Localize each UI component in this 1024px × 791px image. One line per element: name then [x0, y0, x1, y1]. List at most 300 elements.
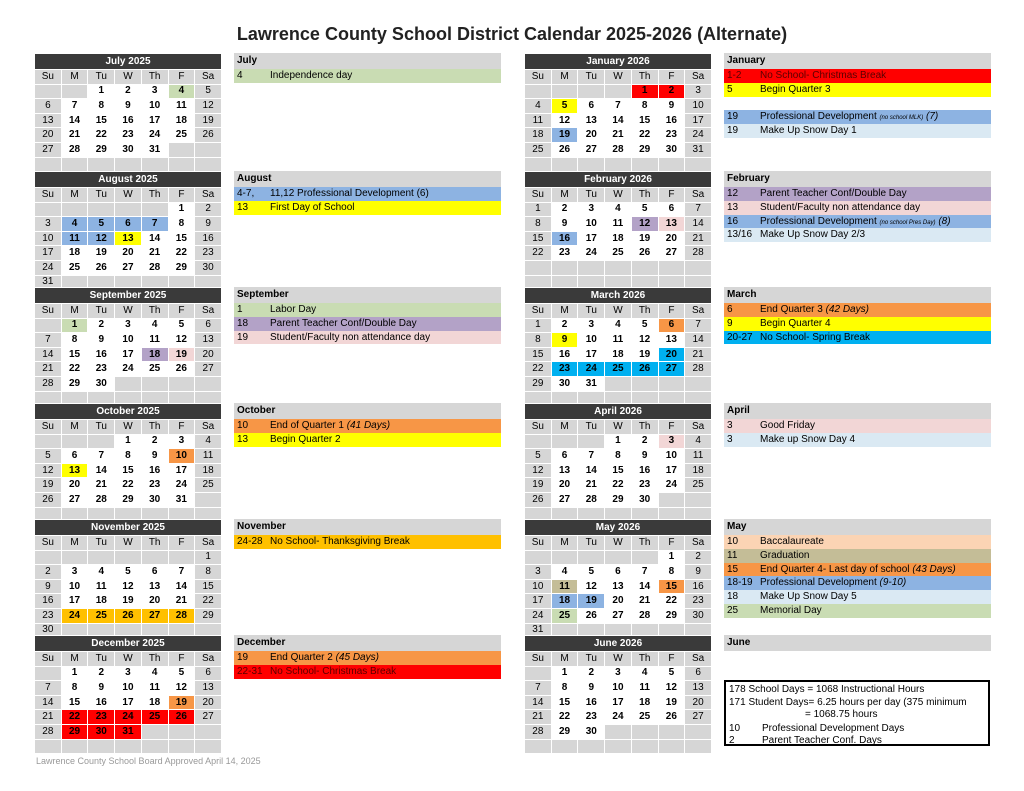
day-cell: 15	[551, 695, 578, 710]
event-days: (45 Days)	[335, 652, 379, 663]
event-note: (no school Pres Day)	[879, 219, 936, 226]
day-cell: 5	[88, 217, 115, 232]
month-title: February 2026	[525, 172, 712, 188]
events-month-header: October	[234, 403, 501, 419]
event-row	[234, 419, 501, 433]
day-cell: 31	[168, 492, 195, 507]
day-cell: 30	[141, 492, 168, 507]
day-cell: 13	[658, 333, 685, 348]
empty-day	[115, 202, 142, 217]
day-cell: 18	[141, 695, 168, 710]
day-cell: 5	[658, 666, 685, 681]
day-cell: 8	[168, 217, 195, 232]
day-cell: 31	[578, 376, 605, 391]
weekday-header: Th	[141, 304, 168, 319]
day-cell: 29	[195, 608, 222, 623]
empty-day	[631, 376, 658, 391]
day-cell: 9	[195, 217, 222, 232]
empty-day	[168, 724, 195, 739]
day-cell: 3	[658, 434, 685, 449]
day-cell: 16	[141, 463, 168, 478]
day-cell: 15	[605, 463, 632, 478]
day-cell: 15	[168, 231, 195, 246]
day-cell: 12	[88, 231, 115, 246]
empty-day	[35, 157, 62, 172]
day-cell: 5	[115, 565, 142, 580]
event-row	[724, 419, 991, 433]
event-row	[234, 303, 501, 317]
day-cell: 7	[685, 202, 712, 217]
empty-day	[525, 157, 552, 172]
empty-day	[195, 739, 222, 754]
weekday-header: Su	[35, 420, 62, 435]
day-cell: 24	[115, 710, 142, 725]
day-cell: 15	[61, 347, 88, 362]
empty-day	[168, 142, 195, 157]
month-title: April 2026	[525, 404, 712, 420]
event-date: 10	[727, 536, 739, 547]
day-cell: 13	[115, 231, 142, 246]
day-cell: 16	[115, 113, 142, 128]
weekday-header: Tu	[578, 188, 605, 203]
weekday-header: Tu	[88, 652, 115, 667]
day-cell: 9	[578, 681, 605, 696]
day-cell: 20	[605, 594, 632, 609]
weekday-header: Su	[35, 70, 62, 85]
empty-day	[115, 157, 142, 172]
empty-day	[578, 84, 605, 99]
summary-num: 10	[729, 722, 741, 734]
month-calendar	[34, 519, 222, 638]
day-cell: 14	[578, 463, 605, 478]
event-row	[724, 215, 991, 229]
event-date: 19	[727, 125, 739, 137]
day-cell: 25	[141, 362, 168, 377]
event-text	[270, 187, 429, 201]
empty-day	[88, 157, 115, 172]
weekday-header: F	[168, 304, 195, 319]
day-cell: 2	[551, 202, 578, 217]
day-cell: 6	[658, 318, 685, 333]
event-date: 11	[727, 549, 738, 561]
day-cell: 3	[35, 217, 62, 232]
event-text	[760, 433, 855, 447]
day-cell: 10	[61, 579, 88, 594]
weekday-header: Sa	[685, 188, 712, 203]
event-row	[234, 331, 501, 345]
day-cell: 27	[658, 246, 685, 261]
day-cell: 24	[35, 260, 62, 275]
day-cell: 23	[88, 710, 115, 725]
day-cell: 16	[685, 579, 712, 594]
event-days: (43 Days)	[912, 563, 956, 575]
day-cell: 7	[35, 333, 62, 348]
day-cell: 23	[195, 246, 222, 261]
month-events	[724, 635, 991, 651]
weekday-header: W	[115, 188, 142, 203]
day-cell: 18	[88, 594, 115, 609]
weekday-header: Tu	[578, 70, 605, 85]
weekday-header: M	[61, 304, 88, 319]
weekday-header: Sa	[195, 188, 222, 203]
event-date: 1	[237, 304, 243, 315]
day-cell: 13	[141, 579, 168, 594]
day-cell: 3	[525, 565, 552, 580]
summary-line: 178 School Days = 1068 Instructional Hours	[729, 684, 925, 695]
day-cell: 23	[141, 478, 168, 493]
event-label: First Day of School	[270, 201, 355, 213]
day-cell: 30	[88, 376, 115, 391]
day-cell: 19	[35, 478, 62, 493]
day-cell: 12	[631, 333, 658, 348]
weekday-header: F	[168, 652, 195, 667]
weekday-header: F	[658, 70, 685, 85]
month-title: March 2026	[525, 288, 712, 304]
day-cell: 11	[551, 579, 578, 594]
empty-day	[551, 260, 578, 275]
event-row	[724, 124, 991, 138]
day-cell: 10	[605, 681, 632, 696]
empty-day	[525, 434, 552, 449]
event-label: Baccalaureate	[760, 536, 824, 547]
event-label: 11,12 Professional Development (6)	[270, 188, 429, 199]
empty-day	[168, 739, 195, 754]
weekday-header: Su	[525, 652, 552, 667]
day-cell: 29	[631, 142, 658, 157]
day-cell: 21	[631, 594, 658, 609]
empty-day	[525, 739, 552, 754]
weekday-header: Tu	[88, 536, 115, 551]
weekday-header: W	[605, 304, 632, 319]
day-cell: 3	[578, 202, 605, 217]
day-cell: 15	[88, 113, 115, 128]
day-cell: 26	[578, 608, 605, 623]
day-cell: 2	[658, 84, 685, 99]
day-cell: 23	[551, 362, 578, 377]
day-cell: 22	[88, 128, 115, 143]
event-row	[724, 69, 991, 83]
event-label: Student/Faculty non attendance day	[760, 201, 921, 213]
month-title: July 2025	[35, 54, 222, 70]
day-cell: 23	[115, 128, 142, 143]
event-date: 4	[237, 70, 243, 81]
day-cell: 21	[605, 128, 632, 143]
day-cell: 16	[578, 695, 605, 710]
empty-day	[685, 724, 712, 739]
event-date: 5	[727, 83, 733, 95]
weekday-header: F	[658, 420, 685, 435]
day-cell: 9	[35, 579, 62, 594]
day-cell: 29	[168, 260, 195, 275]
day-cell: 11	[168, 99, 195, 114]
day-cell: 29	[61, 376, 88, 391]
event-text	[760, 317, 831, 331]
weekday-header: M	[551, 536, 578, 551]
day-cell: 1	[605, 434, 632, 449]
day-cell: 23	[578, 710, 605, 725]
day-cell: 21	[35, 710, 62, 725]
event-text	[270, 331, 430, 345]
day-cell: 7	[168, 565, 195, 580]
empty-day	[605, 376, 632, 391]
day-cell: 20	[195, 695, 222, 710]
day-cell: 24	[115, 362, 142, 377]
day-cell: 5	[525, 449, 552, 464]
day-cell: 28	[685, 246, 712, 261]
day-cell: 1	[168, 202, 195, 217]
day-cell: 28	[578, 492, 605, 507]
weekday-header: M	[61, 652, 88, 667]
event-row	[234, 433, 501, 447]
event-text	[760, 83, 831, 97]
month-events	[724, 287, 991, 344]
day-cell: 8	[658, 565, 685, 580]
day-cell: 27	[141, 608, 168, 623]
day-cell: 8	[195, 565, 222, 580]
event-label: No School- Spring Break	[760, 331, 871, 343]
weekday-header: W	[605, 652, 632, 667]
day-cell: 15	[115, 463, 142, 478]
empty-day	[88, 434, 115, 449]
day-cell: 23	[658, 128, 685, 143]
day-cell: 12	[115, 579, 142, 594]
day-cell: 14	[605, 113, 632, 128]
weekday-header: Tu	[88, 188, 115, 203]
day-cell: 1	[61, 318, 88, 333]
event-days: (42 Days)	[825, 304, 869, 315]
month-events	[724, 171, 991, 242]
day-cell: 20	[578, 128, 605, 143]
event-date: 19	[237, 652, 249, 663]
day-cell: 11	[605, 217, 632, 232]
weekday-header: F	[168, 70, 195, 85]
event-label: Professional Development	[760, 215, 877, 227]
empty-day	[35, 202, 62, 217]
day-cell: 19	[195, 113, 222, 128]
day-cell: 2	[551, 318, 578, 333]
event-text	[760, 535, 824, 549]
event-row	[234, 651, 501, 665]
event-date: 10	[237, 420, 249, 431]
day-cell: 3	[578, 318, 605, 333]
day-cell: 6	[141, 565, 168, 580]
weekday-header: Th	[141, 70, 168, 85]
day-cell: 22	[61, 362, 88, 377]
day-cell: 5	[631, 202, 658, 217]
summary-text: Professional Development Days	[762, 722, 905, 734]
empty-day	[605, 157, 632, 172]
event-date: 20-27	[727, 331, 753, 343]
weekday-header: Sa	[195, 536, 222, 551]
events-month-header: February	[724, 171, 991, 187]
day-cell: 10	[168, 449, 195, 464]
day-cell: 22	[551, 710, 578, 725]
day-cell: 2	[578, 666, 605, 681]
day-cell: 24	[578, 246, 605, 261]
day-cell: 31	[525, 623, 552, 638]
day-cell: 26	[168, 710, 195, 725]
weekday-header: F	[658, 188, 685, 203]
day-cell: 3	[605, 666, 632, 681]
event-text	[760, 110, 938, 124]
weekday-header: Tu	[88, 304, 115, 319]
event-date: 19	[727, 111, 739, 123]
day-cell: 18	[685, 463, 712, 478]
day-cell: 21	[685, 347, 712, 362]
event-label: Make Up Snow Day 5	[760, 591, 857, 603]
empty-day	[195, 492, 222, 507]
day-cell: 19	[168, 347, 195, 362]
day-cell: 22	[115, 478, 142, 493]
day-cell: 20	[61, 478, 88, 493]
event-label: End Quarter 3	[760, 304, 823, 315]
empty-day	[685, 157, 712, 172]
day-cell: 14	[631, 579, 658, 594]
weekday-header: Th	[141, 420, 168, 435]
day-cell: 2	[141, 434, 168, 449]
day-cell: 23	[35, 608, 62, 623]
day-cell: 1	[658, 550, 685, 565]
weekday-header: Th	[631, 304, 658, 319]
day-cell: 18	[168, 113, 195, 128]
event-row	[724, 549, 991, 563]
day-cell: 20	[115, 246, 142, 261]
day-cell: 7	[35, 681, 62, 696]
day-cell: 6	[35, 99, 62, 114]
day-cell: 1	[195, 550, 222, 565]
day-cell: 27	[115, 260, 142, 275]
empty-day	[195, 157, 222, 172]
empty-day	[61, 157, 88, 172]
weekday-header: Tu	[578, 652, 605, 667]
day-cell: 27	[35, 142, 62, 157]
event-row	[724, 433, 991, 447]
day-cell: 7	[578, 449, 605, 464]
day-cell: 11	[605, 333, 632, 348]
weekday-header: Sa	[195, 420, 222, 435]
month-title: May 2026	[525, 520, 712, 536]
day-cell: 7	[631, 565, 658, 580]
day-cell: 22	[658, 594, 685, 609]
events-month-header: August	[234, 171, 501, 187]
day-cell: 19	[115, 594, 142, 609]
day-cell: 29	[115, 492, 142, 507]
day-cell: 28	[35, 724, 62, 739]
day-cell: 17	[35, 246, 62, 261]
day-cell: 26	[631, 362, 658, 377]
event-row	[234, 187, 501, 201]
day-cell: 23	[631, 478, 658, 493]
day-cell: 30	[551, 376, 578, 391]
day-cell: 10	[141, 99, 168, 114]
day-cell: 6	[61, 449, 88, 464]
day-cell: 8	[605, 449, 632, 464]
day-cell: 19	[658, 695, 685, 710]
month-calendar	[524, 287, 712, 406]
day-cell: 30	[115, 142, 142, 157]
day-cell: 14	[88, 463, 115, 478]
empty-day	[195, 142, 222, 157]
day-cell: 5	[631, 318, 658, 333]
day-cell: 21	[141, 246, 168, 261]
day-cell: 11	[195, 449, 222, 464]
weekday-header: Su	[35, 652, 62, 667]
day-cell: 9	[88, 681, 115, 696]
weekday-header: Tu	[578, 536, 605, 551]
day-cell: 6	[685, 666, 712, 681]
empty-day	[685, 739, 712, 754]
event-row	[724, 201, 991, 215]
event-label: Graduation	[760, 549, 810, 561]
event-days: (8)	[938, 215, 951, 227]
day-cell: 27	[685, 710, 712, 725]
event-text	[760, 124, 857, 138]
day-cell: 24	[61, 608, 88, 623]
day-cell: 30	[631, 492, 658, 507]
day-cell: 4	[631, 666, 658, 681]
empty-day	[551, 157, 578, 172]
empty-day	[658, 739, 685, 754]
weekday-header: F	[658, 304, 685, 319]
event-row	[234, 665, 501, 679]
day-cell: 3	[685, 84, 712, 99]
empty-day	[35, 84, 62, 99]
day-cell: 13	[35, 113, 62, 128]
day-cell: 21	[61, 128, 88, 143]
day-cell: 26	[551, 142, 578, 157]
day-cell: 18	[141, 347, 168, 362]
day-cell: 12	[168, 333, 195, 348]
month-title: January 2026	[525, 54, 712, 70]
empty-day	[141, 376, 168, 391]
day-cell: 21	[525, 710, 552, 725]
event-row	[724, 110, 991, 124]
day-cell: 26	[658, 710, 685, 725]
weekday-header: Th	[631, 188, 658, 203]
summary-line: 171 Student Days= 6.25 hours per day (375 minimum	[729, 696, 967, 708]
empty-day	[115, 739, 142, 754]
day-cell: 22	[195, 594, 222, 609]
empty-day	[685, 376, 712, 391]
event-text	[760, 215, 951, 229]
day-cell: 17	[685, 113, 712, 128]
page-title: Lawrence County School District Calendar 2025-2026 (Alternate)	[236, 24, 788, 44]
day-cell: 5	[168, 318, 195, 333]
event-text	[760, 590, 857, 604]
day-cell: 1	[115, 434, 142, 449]
day-cell: 29	[61, 724, 88, 739]
day-cell: 12	[525, 463, 552, 478]
day-cell: 4	[141, 666, 168, 681]
day-cell: 4	[525, 99, 552, 114]
event-date: 18-19	[727, 577, 753, 589]
day-cell: 14	[525, 695, 552, 710]
month-events	[234, 287, 501, 344]
day-cell: 23	[685, 594, 712, 609]
day-cell: 10	[578, 333, 605, 348]
day-cell: 4	[551, 565, 578, 580]
event-label: Make Up Snow Day 2/3	[760, 229, 866, 241]
weekday-header: W	[605, 70, 632, 85]
day-cell: 11	[141, 333, 168, 348]
month-events	[234, 635, 501, 679]
day-cell: 17	[141, 113, 168, 128]
day-cell: 20	[685, 695, 712, 710]
event-row	[724, 576, 991, 590]
day-cell: 3	[61, 565, 88, 580]
weekday-header: M	[61, 188, 88, 203]
empty-day	[658, 157, 685, 172]
